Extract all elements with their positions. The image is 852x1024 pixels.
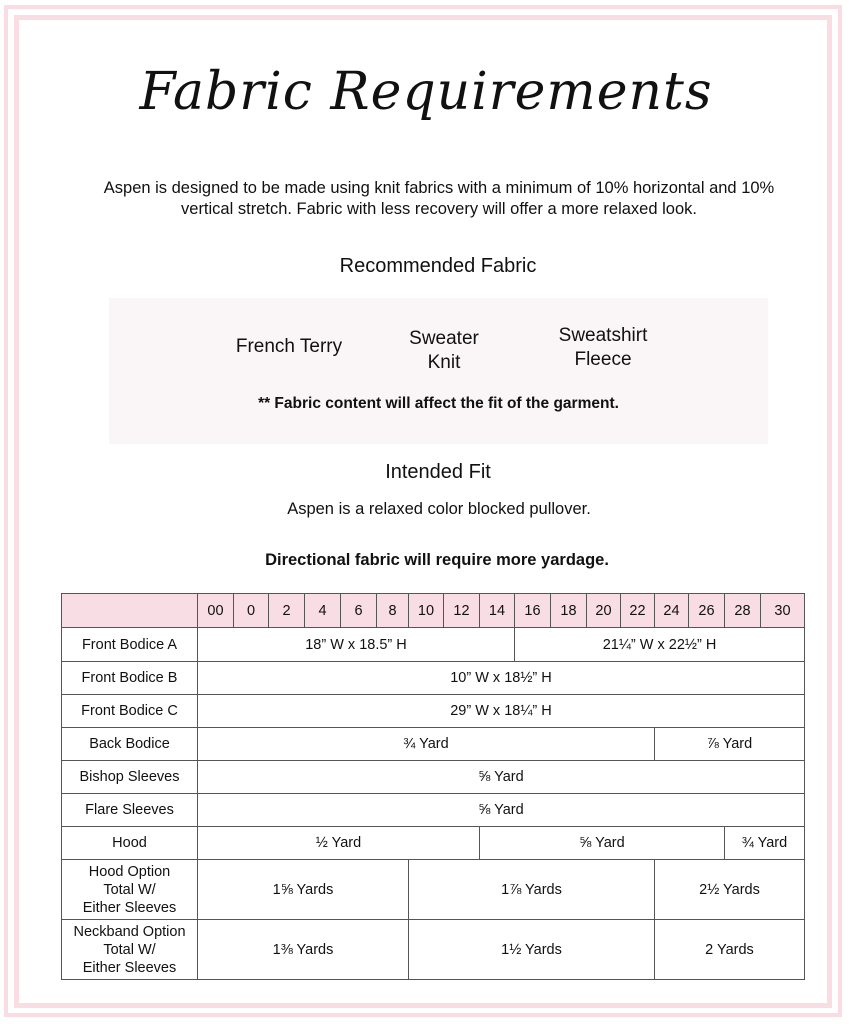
row-label [62, 920, 198, 980]
fabric-content-note: ** Fabric content will affect the fit of the garment. [258, 395, 619, 412]
row-label [62, 728, 198, 761]
size-header-cell: 6 [341, 594, 377, 628]
table-row [62, 628, 805, 662]
table-row [62, 662, 805, 695]
yardage-cell: 29” W x 18¼” H [198, 695, 805, 728]
row-label-line: Hood Option [88, 863, 171, 880]
fabric-name-line: French Terry [235, 336, 343, 357]
yardage-cell: 1½ Yards [409, 920, 655, 980]
yardage-cell: ¾ Yard [198, 728, 655, 761]
row-label [62, 827, 198, 860]
yardage-cell: 2 Yards [655, 920, 805, 980]
table-row [62, 695, 805, 728]
row-label-line: Front Bodice C [81, 703, 178, 719]
fabric-requirements-table [61, 593, 805, 980]
size-header-cell: 00 [198, 594, 234, 628]
page-title: Fabric Requirements [139, 62, 713, 122]
row-label-line: Neckband Option [73, 923, 186, 940]
table-row [62, 860, 805, 920]
row-label-line: Either Sleeves [82, 959, 177, 976]
row-label [62, 628, 198, 662]
row-label-line: Front Bodice A [81, 636, 178, 653]
table-row [62, 794, 805, 827]
size-header-cell: 4 [305, 594, 341, 628]
size-header-row [62, 594, 805, 628]
yardage-cell: ½ Yard [198, 827, 480, 860]
fabric-name-line: Sweater [409, 328, 479, 349]
row-label-line: Hood [112, 835, 147, 851]
yardage-cell: 18” W x 18.5” H [198, 628, 515, 662]
size-header-cell: 12 [444, 594, 480, 628]
size-header-cell: 30 [761, 594, 805, 628]
table-row [62, 920, 805, 980]
row-label-line: Front Bodice B [81, 670, 178, 686]
recommended-fabric-box [109, 298, 768, 444]
size-header-cell: 20 [587, 594, 621, 628]
fabric-sweatshirt-fleece [533, 324, 673, 372]
intended-fit-text: Aspen is a relaxed color blocked pullover. [287, 500, 591, 518]
size-header-cell: 18 [551, 594, 587, 628]
directional-fabric-note: Directional fabric will require more yardage. [265, 551, 609, 569]
size-header-cell: 10 [409, 594, 444, 628]
size-header-cell: 26 [689, 594, 725, 628]
yardage-cell: 1⅞ Yards [409, 860, 655, 920]
row-label-line: Total W/ [103, 881, 156, 898]
table-row [62, 728, 805, 761]
fabric-name-line: Knit [427, 352, 461, 373]
row-label [62, 860, 198, 920]
size-header-cell: 14 [480, 594, 515, 628]
fabric-name-line: Sweatshirt [558, 325, 648, 346]
yardage-cell: 1⅜ Yards [198, 920, 409, 980]
row-label [62, 662, 198, 695]
table-row [62, 827, 805, 860]
size-header-cell: 24 [655, 594, 689, 628]
fabric-french-terry [219, 335, 359, 359]
row-label [62, 761, 198, 794]
size-header-cell: 16 [515, 594, 551, 628]
row-label-line: Bishop Sleeves [79, 769, 180, 785]
yardage-cell: ¾ Yard [725, 827, 805, 860]
size-header-cell: 2 [269, 594, 305, 628]
yardage-cell: ⅝ Yard [198, 761, 805, 794]
yardage-cell: 10” W x 18½” H [198, 662, 805, 695]
intro-paragraph: Aspen is designed to be made using knit fabrics with a minimum of 10% horizontal and 10% vertical stretch. Fabric with less recovery will offer a more relaxed look. [103, 179, 775, 218]
row-label-line: Total W/ [103, 941, 156, 958]
yardage-cell: 1⅝ Yards [198, 860, 409, 920]
row-label-line: Back Bodice [89, 736, 170, 752]
yardage-cell: ⅝ Yard [198, 794, 805, 827]
yardage-cell: 2½ Yards [655, 860, 805, 920]
yardage-cell: 21¼” W x 22½” H [515, 628, 805, 662]
yardage-cell: ⅞ Yard [655, 728, 805, 761]
intended-fit-heading: Intended Fit [385, 461, 491, 483]
header-corner-cell [62, 594, 198, 628]
yardage-cell: ⅝ Yard [480, 827, 725, 860]
row-label [62, 695, 198, 728]
row-label-line: Flare Sleeves [85, 802, 174, 818]
fabric-name-line: Fleece [574, 349, 632, 370]
size-header-cell: 0 [234, 594, 269, 628]
row-label-line: Either Sleeves [82, 899, 177, 916]
size-header-cell: 22 [621, 594, 655, 628]
fabric-sweater-knit [374, 327, 514, 375]
recommended-fabric-heading: Recommended Fabric [339, 255, 537, 277]
size-header-cell: 28 [725, 594, 761, 628]
size-header-cell: 8 [377, 594, 409, 628]
table-row [62, 761, 805, 794]
row-label [62, 794, 198, 827]
